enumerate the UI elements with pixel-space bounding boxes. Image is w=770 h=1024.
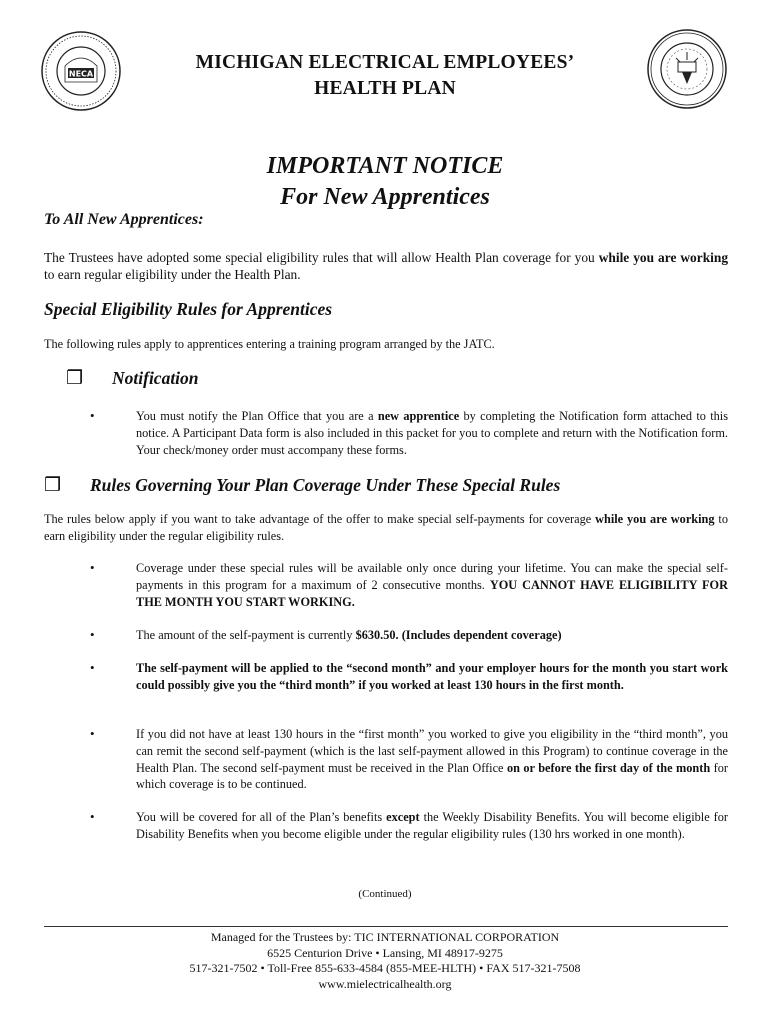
intro-text-a: The Trustees have adopted some special eligibility rules that will allow Health Plan coverage for you bbox=[44, 250, 599, 265]
notification-text-bold: new apprentice bbox=[377, 409, 460, 423]
notice-title-line1: IMPORTANT NOTICE bbox=[266, 153, 504, 179]
bullet-icon: • bbox=[90, 660, 95, 675]
bullet-icon: • bbox=[90, 560, 95, 575]
rule-item-5-text-c: the Weekly Disability Benefits. You will become eligible for Disability Benefits when you become eligible under the regular eligibility rules (130 hrs worked in one month). bbox=[136, 810, 728, 841]
rule-item-1 bbox=[136, 560, 728, 610]
neca-seal-label: NECA bbox=[68, 69, 94, 79]
rule-item-4-text-c: for which coverage is to be continued. bbox=[136, 760, 728, 792]
rule-item-3: The self-payment will be applied to the “second month” and your employer hours for the month you start work could possibly give you the “third month” if you worked at least 130 hours in the first month. bbox=[136, 661, 728, 692]
notification-text-a: You must notify the Plan Office that you are a bbox=[136, 409, 378, 423]
rule-item-1-text: Coverage under these special rules will be available only once during your lifetime. You can make the special self-payments in this program for a maximum of 2 consecutive months. bbox=[136, 561, 728, 592]
notice-title-line2: For New Apprentices bbox=[280, 184, 490, 210]
plan-title-line2: HEALTH PLAN bbox=[314, 78, 456, 99]
rules-intro-c: to earn eligibility under the regular eligibility rules. bbox=[44, 512, 728, 543]
bullet-icon: • bbox=[90, 408, 95, 423]
bullet-icon: • bbox=[90, 726, 95, 741]
ibew-seal-icon bbox=[646, 28, 728, 110]
rule-item-2-bold: $630.50. (Includes dependent coverage) bbox=[355, 628, 562, 642]
footer-line2: 6525 Centurion Drive • Lansing, MI 48917-9275 bbox=[267, 945, 503, 960]
rules-intro bbox=[44, 511, 728, 545]
footer bbox=[0, 930, 770, 992]
footer-line1: Managed for the Trustees by: TIC INTERNATIONAL CORPORATION bbox=[210, 930, 560, 944]
neca-seal-icon bbox=[40, 30, 122, 112]
rule-item-2-text: The amount of the self-payment is currently bbox=[136, 628, 356, 642]
special-rules-heading: Special Eligibility Rules for Apprentices bbox=[44, 299, 333, 319]
rule-item-4-text: If you did not have at least 130 hours in the “first month” you worked to give you eligibility in the “third month”, you can remit the second self-payment (which is the last self-payment allowed in this Program) to continue coverage in the Health Plan. The second self-payment must be received in the Plan Office bbox=[136, 727, 728, 775]
intro-text-c: to earn regular eligibility under the Health Plan. bbox=[44, 267, 301, 283]
notification-text bbox=[136, 408, 728, 458]
notification-text-c: by completing the Notification form attached to this notice. A Participant Data form is also included in this packet for you to complete and return with the Notification form. Your check/money order must accompany these forms. bbox=[136, 409, 728, 457]
plan-title bbox=[120, 50, 650, 102]
bullet-icon: • bbox=[90, 627, 95, 642]
rules-intro-a: The rules below apply if you want to take advantage of the offer to make special self-payments for coverage bbox=[44, 512, 596, 526]
rule-item-4-bold: on or before the first day of the month bbox=[506, 760, 711, 775]
rule-item-5-bold: except bbox=[386, 810, 420, 824]
bullet-icon: • bbox=[90, 809, 95, 824]
rule-item-5-text: You will be covered for all of the Plan’s benefits bbox=[136, 810, 387, 824]
footer-line3: 517-321-7502 • Toll-Free 855-633-4584 (855-MEE-HLTH) • FAX 517-321-7508 bbox=[189, 961, 581, 975]
notification-heading: Notification bbox=[112, 368, 199, 388]
checkbox-icon: ❒ bbox=[44, 474, 62, 496]
intro-paragraph bbox=[44, 249, 728, 284]
footer-website-link[interactable]: www.mielectricalhealth.org bbox=[318, 976, 452, 991]
intro-text-bold: while you are working bbox=[598, 250, 729, 265]
plan-title-line1: MICHIGAN ELECTRICAL EMPLOYEES’ bbox=[195, 52, 575, 73]
rule-item-2 bbox=[136, 627, 728, 644]
special-rules-text: The following rules apply to apprentices entering a training program arranged by the JATC. bbox=[44, 337, 495, 351]
salutation: To All New Apprentices: bbox=[44, 211, 204, 228]
rule-item-1-bold: YOU CANNOT HAVE ELIGIBILITY FOR THE MONTH YOU START WORKING. bbox=[136, 577, 728, 609]
rule-item-4 bbox=[136, 726, 728, 793]
continued-label: (Continued) bbox=[358, 888, 412, 900]
footer-divider bbox=[44, 926, 728, 927]
notice-title bbox=[0, 151, 770, 213]
rule-item-5 bbox=[136, 809, 728, 843]
checkbox-icon: ❒ bbox=[66, 367, 84, 389]
rules-heading: Rules Governing Your Plan Coverage Under These Special Rules bbox=[90, 475, 561, 495]
rules-intro-bold: while you are working bbox=[595, 512, 715, 526]
